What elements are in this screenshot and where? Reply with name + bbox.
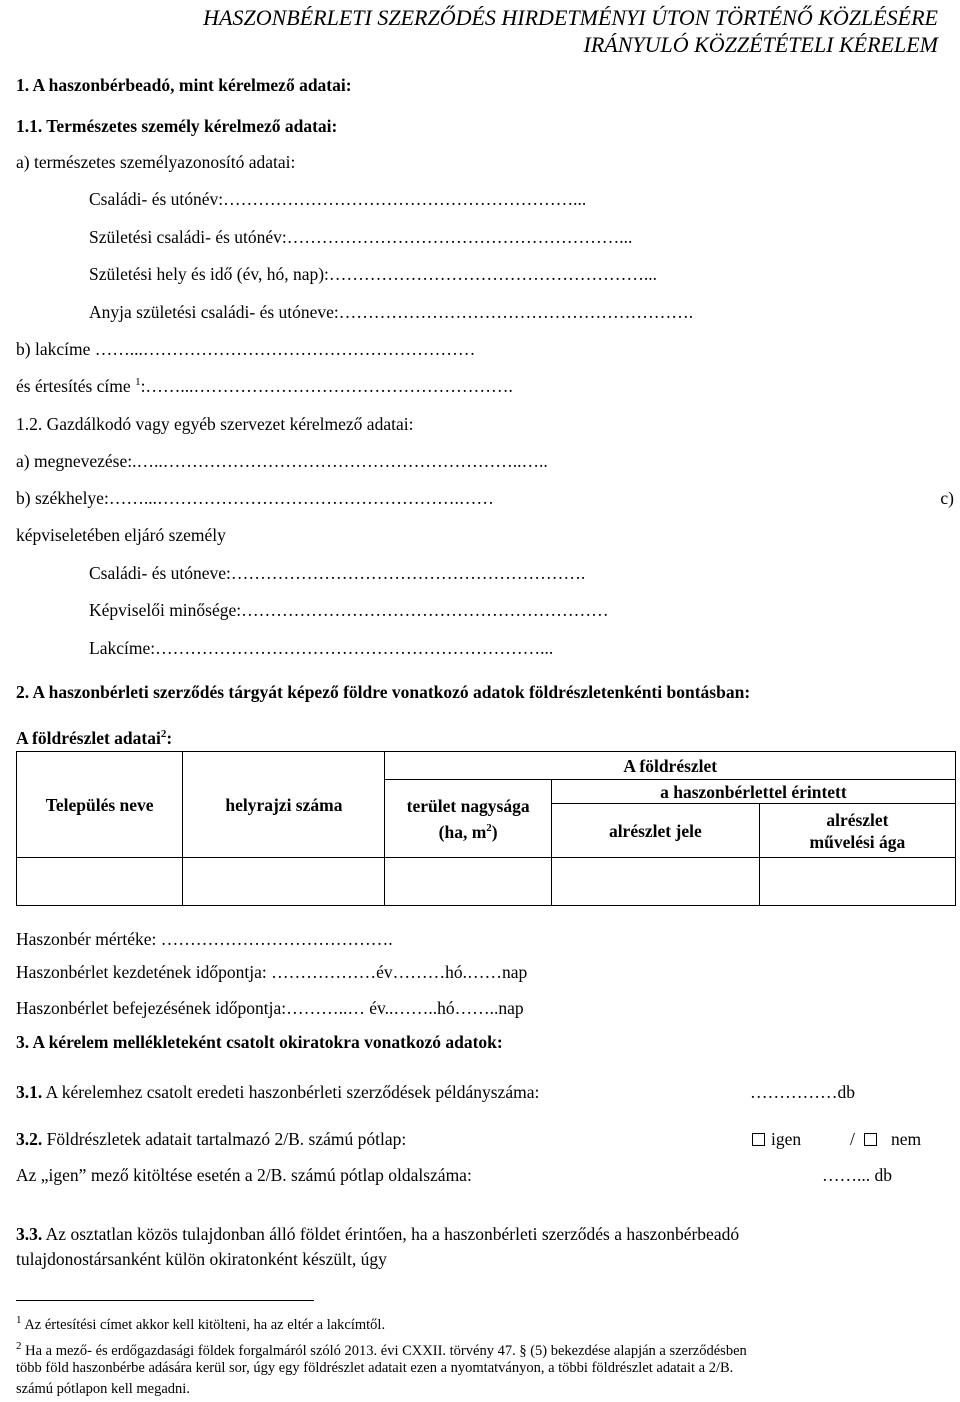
header-area-line2: [385, 817, 550, 843]
footnote-2-text-line2: több föld haszonbérbe adására kerül sor, úgy egy földrészlet adatait ezen a nyomtatványon, a többi földrészlet adatait a 2/B.: [16, 1360, 734, 1376]
notify-address-field[interactable]: [16, 376, 513, 397]
table-row: [17, 858, 956, 906]
footnote-ref-2: 2: [160, 728, 167, 741]
s31-value[interactable]: ……………db: [750, 1082, 855, 1102]
birth-name-label: Születési családi- és utónév:: [89, 227, 287, 247]
s32-row: [16, 1129, 406, 1150]
birth-place-dots: ………………………………………………...: [328, 264, 658, 284]
land-table: [16, 751, 956, 906]
mother-name-field[interactable]: [89, 302, 693, 323]
land-data-text: A földrészlet adatai: [16, 728, 161, 748]
org-seat-field[interactable]: [16, 488, 494, 509]
cell-sub-cult[interactable]: [759, 858, 955, 906]
start-date-dots: ………………év………hó.……nap: [271, 962, 528, 982]
s31-text: A kérelemhez csatolt eredeti haszonbérleti szerződések példányszáma:: [45, 1082, 540, 1102]
rent-label: Haszonbér mértéke:: [16, 929, 157, 949]
section3-heading: 3. A kérelem mellékleteként csatolt okiratokra vonatkozó adatok:: [16, 1032, 503, 1052]
form-title-line1: HASZONBÉRLETI SZERZŐDÉS HIRDETMÉNYI ÚTON TÖRTÉNŐ KÖZLÉSÉRE: [203, 5, 938, 30]
mother-name-dots: …………………………………………………….: [338, 302, 694, 322]
s33-text-line2: tulajdonostársanként külön okiratonként készült, úgy: [16, 1249, 387, 1269]
footnote-1-num: 1: [16, 1314, 22, 1326]
section1-heading: 1. A haszonbérbeadó, mint kérelmező adatai:: [16, 75, 352, 95]
birth-place-field[interactable]: [89, 264, 657, 285]
header-sub-cult: [759, 804, 955, 858]
header-area: [385, 780, 551, 858]
header-sub-cult-line2: művelési ága: [809, 831, 906, 852]
rep-name-dots: …………………………………………………….: [230, 563, 586, 583]
org-name-label: a) megnevezése:: [16, 451, 133, 471]
header-area-sup: 2: [486, 821, 492, 834]
s32-no-label: nem: [891, 1129, 922, 1149]
org-seat-label: b) székhelye:: [16, 488, 109, 508]
s32-no-option[interactable]: [864, 1129, 921, 1150]
s31-num: 3.1.: [16, 1082, 43, 1102]
natural-id-label: a) természetes személyazonosító adatai:: [16, 152, 296, 172]
yes-checkbox-icon[interactable]: [752, 1133, 765, 1146]
rent-dots: ………………………………….: [160, 929, 393, 949]
footnote-2-text-line1: Ha a mező- és erdőgazdasági földek forgalmáról szóló 2013. évi CXXII. törvény 47. § (5) bekezdése alapján a szerződésben: [25, 1342, 747, 1359]
footnote-2-text-line3: számú pótlapon kell megadni.: [16, 1381, 190, 1397]
s33-row: [16, 1224, 739, 1245]
start-date-label: Haszonbérlet kezdetének időpontja:: [16, 962, 267, 982]
land-data-label: [16, 728, 172, 749]
mother-name-label: Anyja születési családi- és utóneve:: [89, 302, 339, 322]
rep-role-dots: ………………………………………………………: [241, 600, 609, 620]
form-title-line2: IRÁNYULÓ KÖZZÉTÉTELI KÉRELEM: [583, 32, 938, 57]
cell-area[interactable]: [385, 858, 551, 906]
cell-hrsz[interactable]: [183, 858, 385, 906]
rep-address-label: Lakcíme:: [89, 638, 156, 658]
header-area-unit: (ha, m: [438, 821, 487, 842]
footnote-1: [16, 1311, 385, 1335]
end-date-label: Haszonbérlet befejezésének időpontja:: [16, 998, 287, 1018]
notify-address-label: és értesítés címe: [16, 376, 131, 396]
rep-address-field[interactable]: [89, 638, 553, 659]
s32b-text: Az „igen” mező kitöltése esetén a 2/B. számú pótlap oldalszáma:: [16, 1165, 472, 1185]
s32-separator: /: [850, 1129, 855, 1149]
header-area-line1: terület nagysága: [406, 795, 530, 816]
rep-name-field[interactable]: [89, 563, 585, 584]
rep-heading: képviseletében eljáró személy: [16, 525, 226, 545]
family-name-label: Családi- és utónév:: [89, 189, 224, 209]
address-dots: ……...…………………………………………………: [94, 339, 476, 359]
header-sub-sign: alrészlet jele: [551, 804, 759, 858]
org-name-dots: .…..……………………………………………………..…..: [132, 451, 548, 471]
s32-num: 3.2.: [16, 1129, 43, 1149]
family-name-field[interactable]: [89, 189, 586, 210]
header-settlement: Település neve: [17, 752, 183, 858]
s32-yes-option[interactable]: [752, 1129, 801, 1150]
birth-place-label: Születési hely és idő (év, hó, nap):: [89, 264, 329, 284]
land-data-colon: :: [166, 728, 173, 748]
header-sub-cult-line1: alrészlet: [826, 809, 889, 830]
rep-address-dots: …………………………………………………………...: [155, 638, 554, 658]
end-date-dots: ………..… év..……..hó……..nap: [286, 998, 524, 1018]
birth-name-field[interactable]: [89, 227, 632, 248]
s32-yes-label: igen: [771, 1129, 802, 1149]
start-date-field[interactable]: [16, 962, 527, 983]
footnote-2: [16, 1337, 747, 1361]
rep-role-label: Képviselői minősége:: [89, 600, 242, 620]
section2-heading: 2. A haszonbérleti szerződés tárgyát képező földre vonatkozó adatok földrészletenkénti bontásban:: [16, 682, 751, 702]
header-hrsz: helyrajzi száma: [183, 752, 385, 858]
header-area-close: ): [491, 821, 498, 842]
footnote-1-text: Az értesítési címet akkor kell kitölteni, ha az eltér a lakcímtől.: [24, 1316, 386, 1333]
header-land-group: A földrészlet: [385, 752, 956, 780]
notify-address-dots: :……...……………………………………………….: [140, 376, 513, 396]
s31-row: [16, 1082, 539, 1103]
rep-c-label: c): [940, 488, 954, 508]
s33-text-line1: Az osztatlan közös tulajdonban álló földet érintően, ha a haszonbérleti szerződés a haszonbérbeadó: [45, 1224, 740, 1244]
cell-settlement[interactable]: [17, 858, 183, 906]
no-checkbox-icon[interactable]: [864, 1133, 877, 1146]
address-label: b) lakcíme: [16, 339, 91, 359]
footnote-divider: [16, 1300, 314, 1301]
rep-role-field[interactable]: [89, 600, 609, 621]
section11-heading: 1.1. Természetes személy kérelmező adatai:: [16, 116, 338, 136]
address-field[interactable]: [16, 339, 475, 360]
section12-heading: 1.2. Gazdálkodó vagy egyéb szervezet kérelmező adatai:: [16, 414, 414, 434]
family-name-dots: ……………………………………………………...: [223, 189, 587, 209]
s32b-value[interactable]: ……... db: [822, 1165, 892, 1185]
cell-sub-sign[interactable]: [551, 858, 759, 906]
org-name-field[interactable]: [16, 451, 548, 472]
org-seat-dots: ……...…………………………………………….……: [108, 488, 494, 508]
header-affected-group: a haszonbérlettel érintett: [551, 780, 955, 804]
rep-name-label: Családi- és utóneve:: [89, 563, 231, 583]
s33-num: 3.3.: [16, 1224, 43, 1244]
end-date-field[interactable]: [16, 998, 524, 1019]
s32-text: Földrészletek adatait tartalmazó 2/B. számú pótlap:: [46, 1129, 407, 1149]
rent-field[interactable]: [16, 929, 393, 950]
footnote-ref-1: 1: [135, 376, 141, 389]
birth-name-dots: …………………………………………………...: [286, 227, 633, 247]
footnote-2-num: 2: [16, 1340, 22, 1352]
